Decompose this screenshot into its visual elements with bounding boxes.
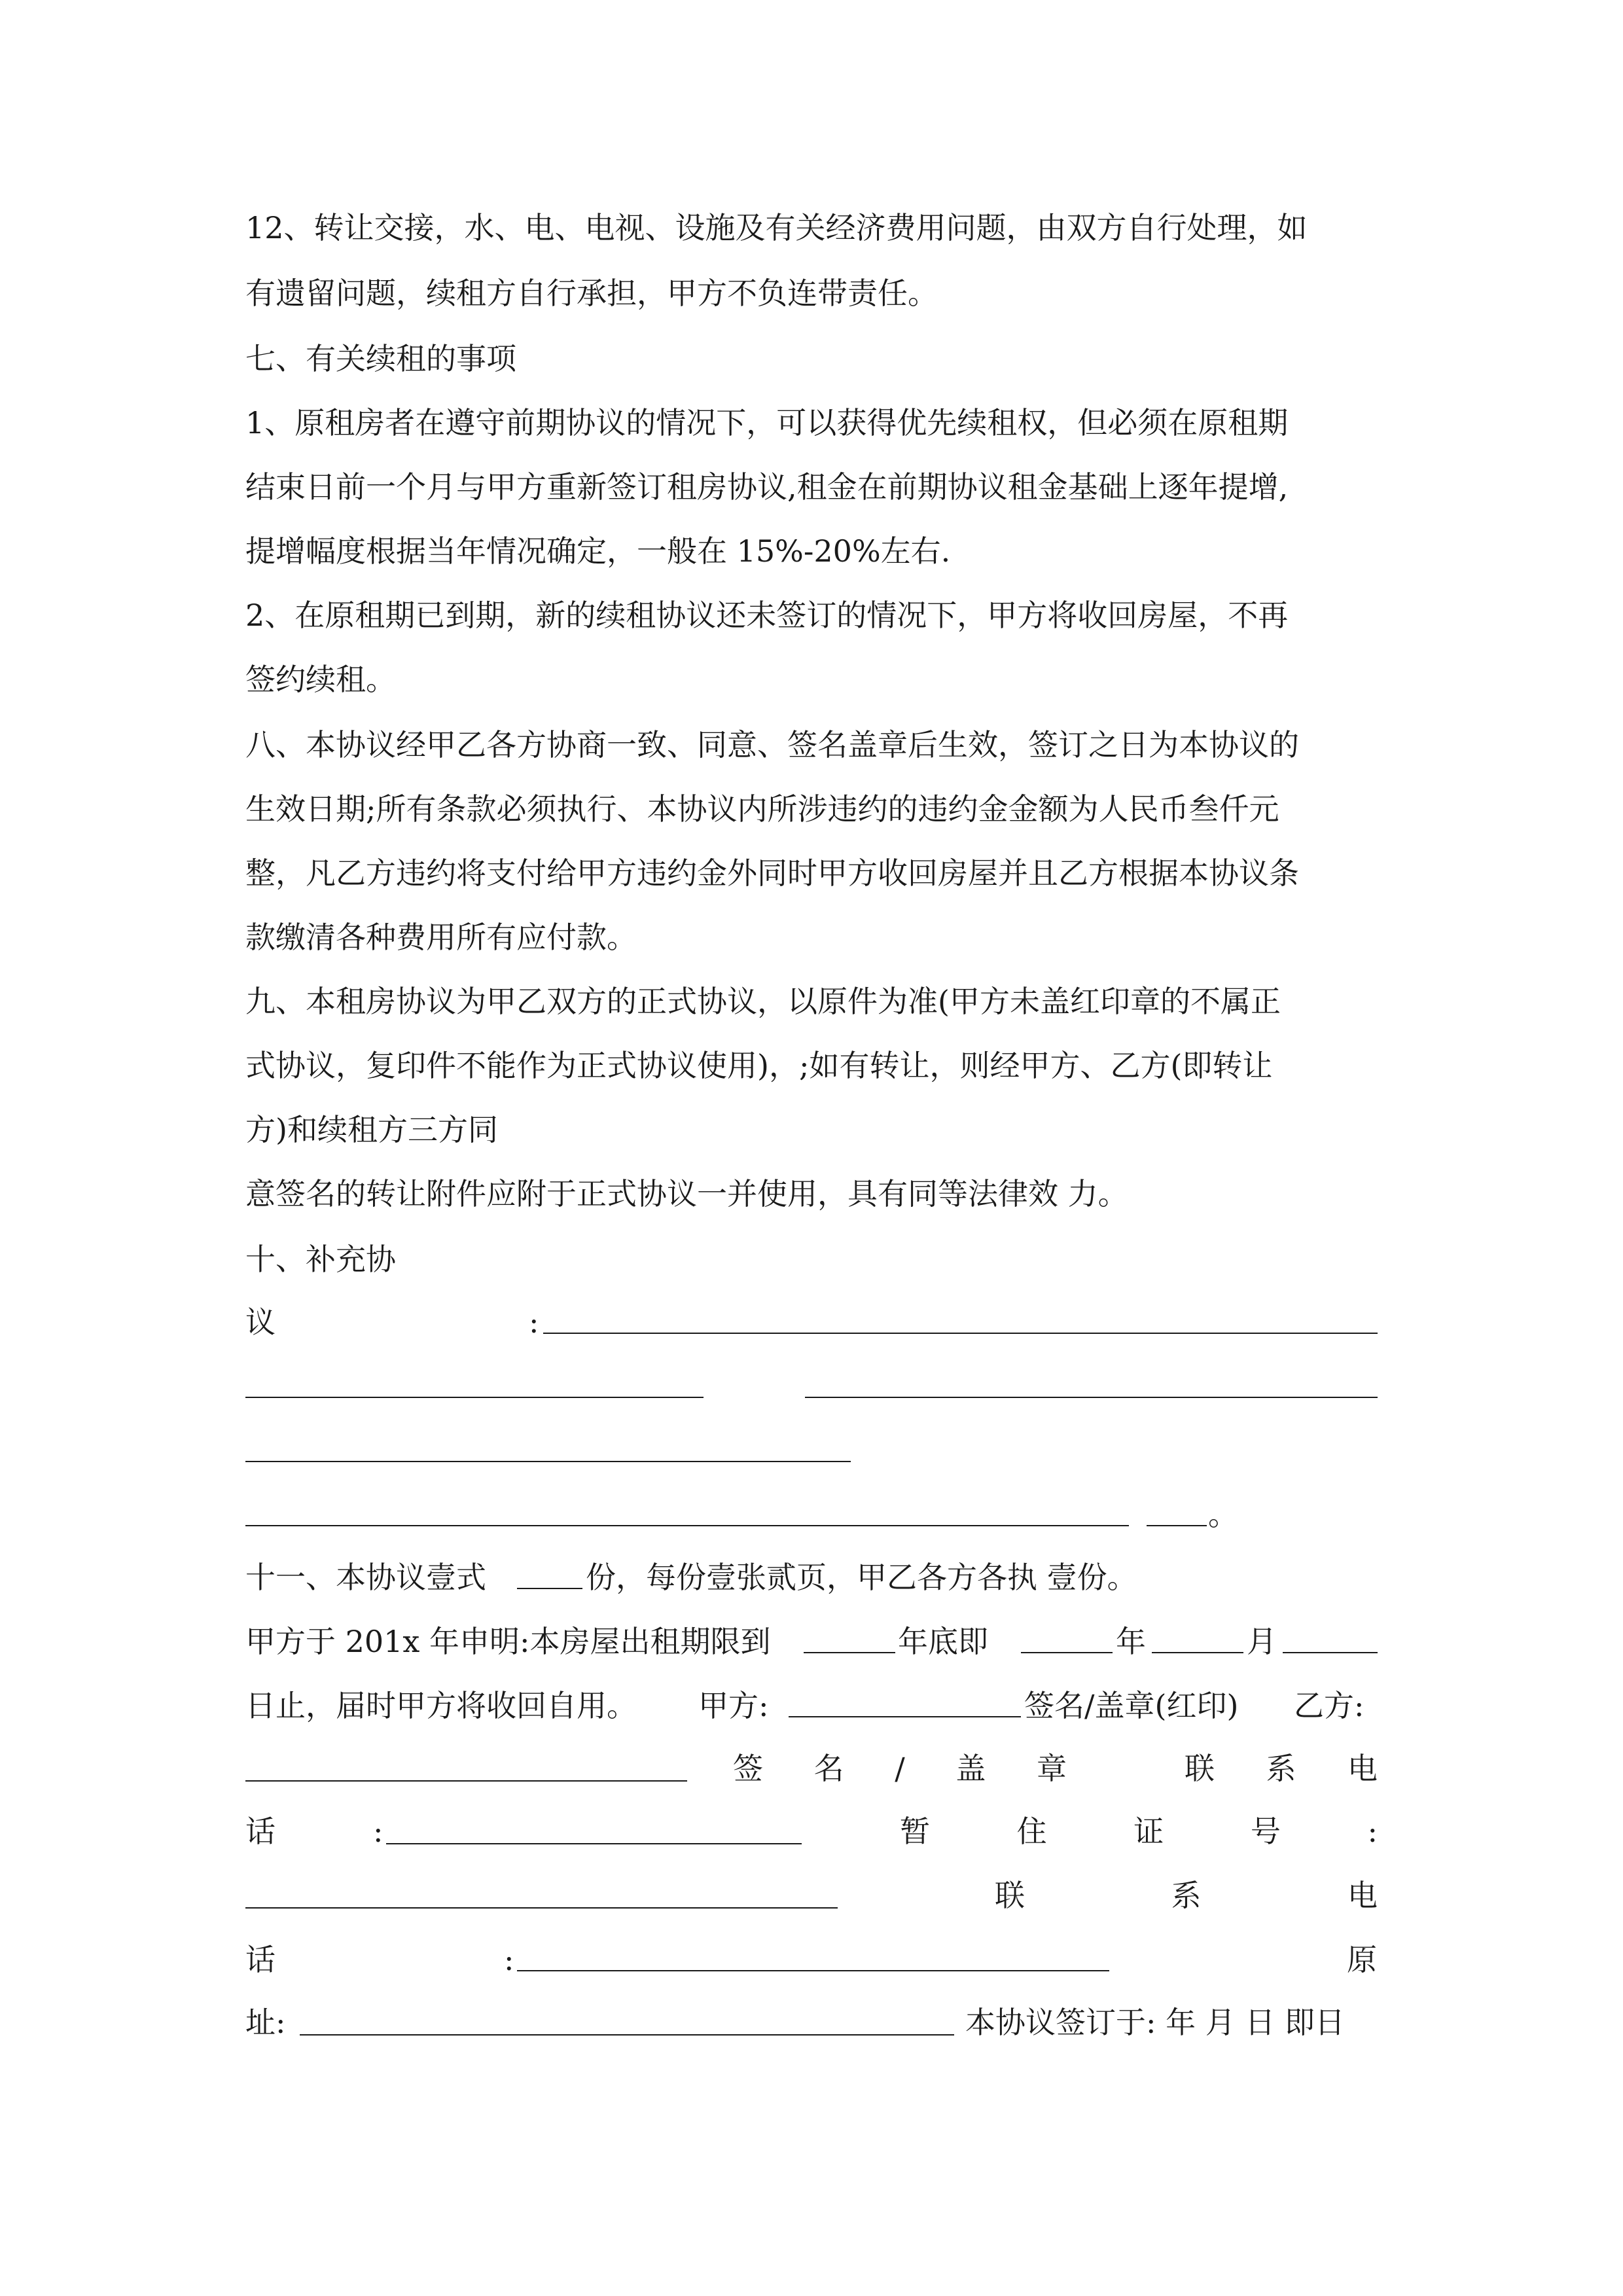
end-month-blank[interactable] bbox=[1152, 1652, 1243, 1653]
contact-char: 电 bbox=[1347, 1878, 1378, 1913]
section-9-line-2: 式协议，复印件不能作为正式协议使用)，;如有转让，则经甲方、乙方(即转让 bbox=[245, 1048, 1273, 1083]
temp-id-char: : bbox=[1367, 1814, 1378, 1849]
contact-char: 联 bbox=[995, 1878, 1025, 1913]
contact-phone-label-2 bbox=[995, 1876, 1378, 1915]
supplement-blank-line-3[interactable] bbox=[245, 1461, 851, 1462]
section-7-heading: 七、有关续租的事项 bbox=[245, 341, 516, 376]
supplement-end-mark: 。 bbox=[1208, 1497, 1238, 1532]
phone-colon-1: : bbox=[373, 1814, 383, 1849]
temp-id-char: 证 bbox=[1133, 1814, 1164, 1849]
declaration-year: 年 bbox=[1116, 1624, 1146, 1659]
section-7-item-1-line-1: 1、原租房者在遵守前期协议的情况下，可以获得优先续租权，但必须在原租期 bbox=[245, 405, 1289, 440]
contact-phone-label-1 bbox=[1185, 1749, 1378, 1788]
section-8-line-2: 生效日期;所有条款必须执行、本协议内所涉违约的违约金金额为人民币叁仟元 bbox=[245, 791, 1279, 827]
temp-id-char: 暂 bbox=[900, 1814, 930, 1849]
phone-label-1: 话 bbox=[245, 1814, 276, 1849]
section-10-label: 议 bbox=[245, 1304, 276, 1340]
section-7-item-1-line-2: 结束日前一个月与甲方重新签订租房协议,租金在前期协议租金基础上逐年提增, bbox=[245, 469, 1289, 505]
party-b-label: 乙方: bbox=[1294, 1688, 1364, 1723]
contact-char: 联 bbox=[1185, 1751, 1215, 1786]
section-8-line-3: 整，凡乙方违约将支付给甲方违约金外同时甲方收回房屋并且乙方根据本协议条 bbox=[245, 855, 1299, 891]
party-a-sign-seal: 签名/盖章(红印) bbox=[1024, 1688, 1239, 1723]
sign-char: / bbox=[895, 1751, 905, 1786]
phone-blank-2[interactable] bbox=[517, 1970, 1109, 1971]
supplement-blank-line-2b[interactable] bbox=[805, 1397, 1378, 1398]
section-11-text-b: 份，每份壹张贰页，甲乙各方各执 壹份。 bbox=[586, 1560, 1137, 1595]
phone-label-2: 话 bbox=[245, 1942, 276, 1977]
sign-char: 名 bbox=[813, 1751, 844, 1786]
end-year-blank[interactable] bbox=[1021, 1652, 1113, 1653]
section-9-line-4: 意签名的转让附件应附于正式协议一并使用，具有同等法律效 力。 bbox=[245, 1176, 1128, 1211]
clause-12-line-1: 12、转让交接，水、电、电视、设施及有关经济费用问题，由双方自行处理，如 bbox=[245, 210, 1308, 245]
section-7-item-1-line-3: 提增幅度根据当年情况确定，一般在 15%-20%左右. bbox=[245, 533, 951, 569]
address-blank[interactable] bbox=[300, 2034, 954, 2036]
contact-char: 电 bbox=[1347, 1751, 1378, 1786]
sign-char: 盖 bbox=[955, 1751, 986, 1786]
address-label: 址: bbox=[245, 2005, 286, 2040]
declaration-month: 月 bbox=[1247, 1624, 1277, 1659]
contact-char: 系 bbox=[1171, 1878, 1202, 1913]
sign-date-text: 本协议签订于: 年 月 日 即日 bbox=[965, 2005, 1345, 2040]
section-9-line-1: 九、本租房协议为甲乙双方的正式协议，以原件为准(甲方未盖红印章的不属正 bbox=[245, 984, 1281, 1019]
section-7-item-2-line-1: 2、在原租期已到期，新的续租协议还未签订的情况下，甲方将收回房屋，不再 bbox=[245, 598, 1289, 633]
clause-12-line-2: 有遗留问题，续租方自行承担，甲方不负连带责任。 bbox=[245, 276, 938, 311]
party-b-blank[interactable] bbox=[245, 1780, 687, 1782]
section-8-line-1: 八、本协议经甲乙各方协商一致、同意、签名盖章后生效，签订之日为本协议的 bbox=[245, 727, 1299, 762]
sign-char: 签 bbox=[733, 1751, 763, 1786]
section-9-line-3: 方)和续租方三方同 bbox=[245, 1112, 498, 1147]
phone-colon-2: : bbox=[504, 1942, 514, 1977]
party-a-blank[interactable] bbox=[789, 1716, 1021, 1717]
original-label: 原 bbox=[1347, 1942, 1377, 1977]
supplement-blank-line-4a[interactable] bbox=[245, 1525, 1129, 1526]
party-a-label: 甲方: bbox=[698, 1688, 769, 1723]
declaration-part-1: 甲方于 201x 年申明:本房屋出租期限到 bbox=[245, 1624, 771, 1659]
temp-id-char: 住 bbox=[1016, 1814, 1047, 1849]
declaration-part-2: 年底即 bbox=[898, 1624, 988, 1659]
section-7-item-2-line-2: 签约续租。 bbox=[245, 662, 396, 697]
sign-char: 章 bbox=[1037, 1751, 1067, 1786]
lease-end-year-blank[interactable] bbox=[804, 1652, 895, 1653]
copies-count-blank[interactable] bbox=[517, 1588, 582, 1589]
section-8-line-4: 款缴清各种费用所有应付款。 bbox=[245, 920, 637, 955]
temp-id-char: 号 bbox=[1250, 1814, 1281, 1849]
party-b-sign-seal bbox=[733, 1749, 1067, 1788]
phone-blank-1[interactable] bbox=[386, 1843, 802, 1844]
section-10-colon: : bbox=[529, 1304, 539, 1340]
end-day-blank[interactable] bbox=[1283, 1652, 1378, 1653]
supplement-blank-line-4b[interactable] bbox=[1147, 1525, 1207, 1526]
temp-id-blank[interactable] bbox=[245, 1907, 838, 1909]
temp-id-label bbox=[900, 1812, 1378, 1851]
section-11-text-a: 十一、本协议壹式 bbox=[245, 1560, 486, 1595]
contact-char: 系 bbox=[1266, 1751, 1296, 1786]
section-10-heading: 十、补充协 bbox=[245, 1242, 396, 1277]
supplement-blank-line-2a[interactable] bbox=[245, 1397, 704, 1398]
supplement-blank-line-1[interactable] bbox=[543, 1333, 1378, 1334]
declaration-part-3: 日止，届时甲方将收回自用。 bbox=[245, 1688, 637, 1723]
